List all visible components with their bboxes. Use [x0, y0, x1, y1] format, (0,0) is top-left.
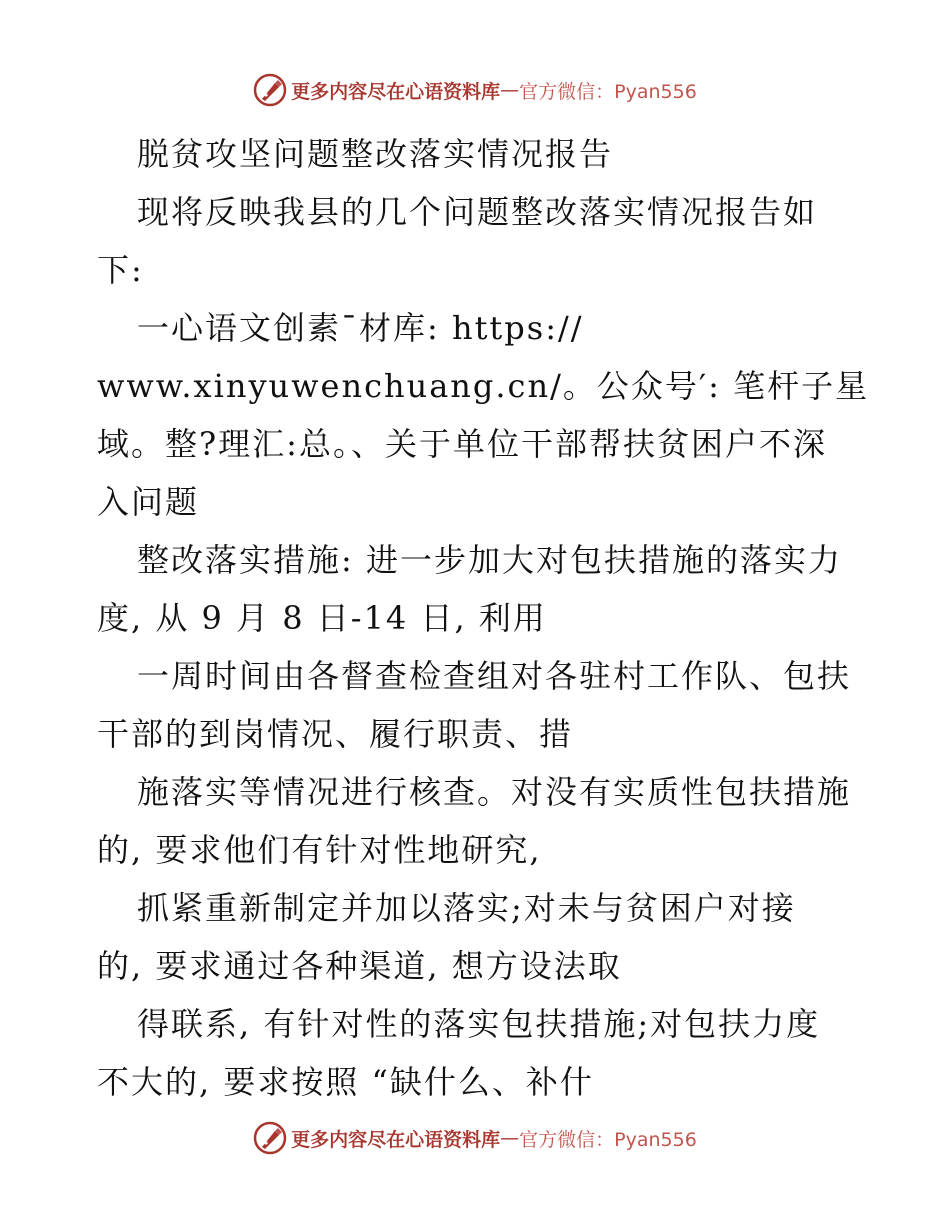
paragraph-line: 域。整?理汇:总。、关于单位干部帮扶贫困户不深	[97, 425, 827, 463]
document-title: 脱贫攻坚问题整改落实情况报告	[137, 135, 614, 173]
banner-separator: —	[500, 1127, 520, 1149]
banner-main-text: 更多内容尽在心语资料库	[291, 80, 501, 103]
pen-nib-logo-icon	[253, 73, 287, 107]
paragraph-line: 得联系, 有针对性的落实包扶措施;对包扶力度	[137, 1005, 821, 1043]
paragraph-line: 下:	[97, 251, 144, 289]
header-banner	[0, 70, 950, 110]
paragraph-line: 入问题	[97, 483, 200, 521]
paragraph-line: 现将反映我县的几个问题整改落实情况报告如	[137, 193, 818, 231]
paragraph-line: 干部的到岗情况、履行职责、措	[97, 715, 574, 753]
banner-separator: —	[500, 79, 520, 101]
paragraph-line: 的, 要求他们有针对性地研究,	[97, 831, 542, 869]
paragraph-line: 的, 要求通过各种渠道, 想方设法取	[97, 947, 622, 985]
paragraph-line: 一周时间由各督查检查组对各驻村工作队、包扶	[137, 657, 852, 695]
banner-wechat-text: 官方微信：Pyan556	[519, 80, 697, 103]
footer-banner	[0, 1118, 950, 1158]
paragraph-line: 施落实等情况进行核查。对没有实质性包扶措施	[137, 773, 852, 811]
paragraph-line: 一心语文创素¯材库: https://	[137, 309, 584, 347]
document-body	[97, 125, 870, 1111]
banner-main-text: 更多内容尽在心语资料库	[291, 1128, 501, 1151]
paragraph-line: 度, 从 9 月 8 日-14 日, 利用	[97, 599, 547, 637]
paragraph-line: 抓紧重新制定并加以落实;对未与贫困户对接	[137, 889, 796, 927]
banner-wechat-text: 官方微信：Pyan556	[519, 1128, 697, 1151]
paragraph-line: 不大的, 要求按照 “缺什么、补什	[97, 1063, 594, 1101]
paragraph-line: 整改落实措施: 进一步加大对包扶措施的落实力	[137, 541, 842, 579]
paragraph-line: www.xinyuwenchuang.cn/。公众号′: 笔杆子星	[97, 367, 870, 405]
pen-nib-logo-icon	[253, 1121, 287, 1155]
